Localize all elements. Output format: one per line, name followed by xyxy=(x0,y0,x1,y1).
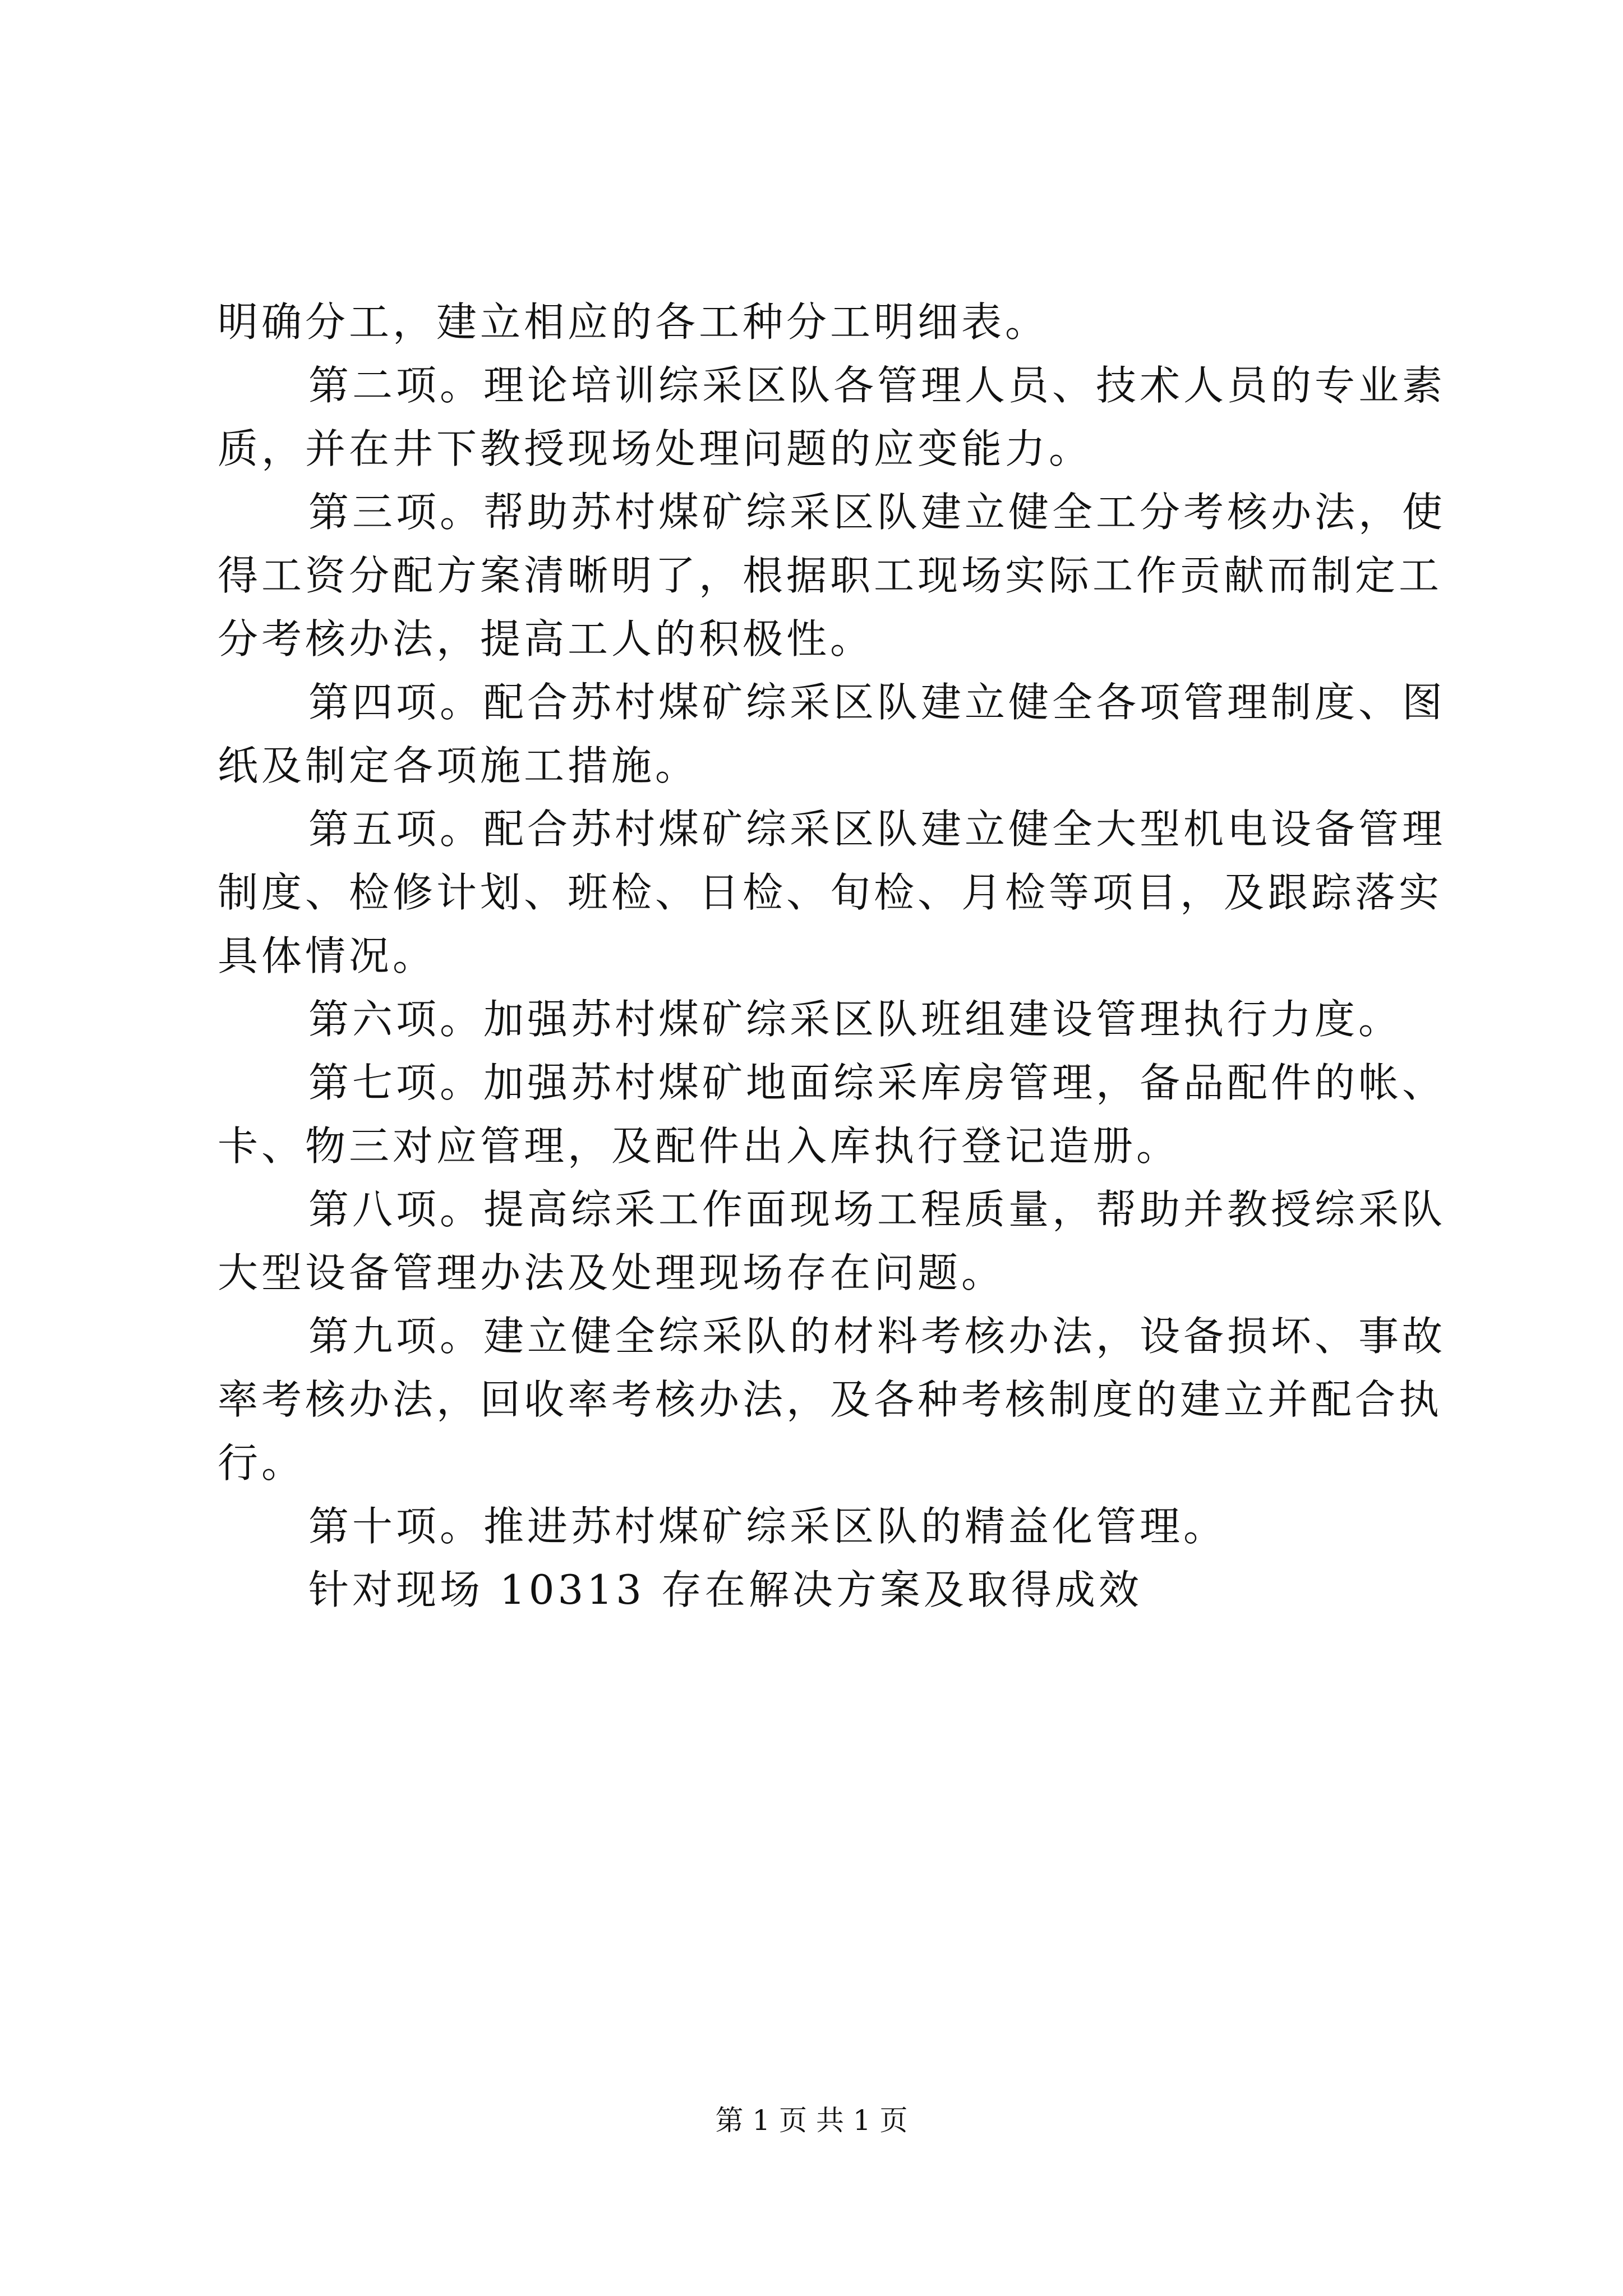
text-line: 针对现场 10313 存在解决方案及取得成效 xyxy=(308,1566,1142,1613)
text-line: 得工资分配方案清晰明了，根据职工现场实际工作贡献而制定工 xyxy=(218,552,1443,599)
text-line: 第三项。帮助苏村煤矿综采区队建立健全工分考核办法，使 xyxy=(308,489,1446,536)
text-line: 第五项。配合苏村煤矿综采区队建立健全大型机电设备管理 xyxy=(308,806,1446,853)
text-line: 行。 xyxy=(218,1439,306,1487)
text-line: 大型设备管理办法及处理现场存在问题。 xyxy=(218,1249,1006,1296)
text-line: 第十项。推进苏村煤矿综采区队的精益化管理。 xyxy=(308,1503,1228,1550)
text-line: 第六项。加强苏村煤矿综采区队班组建设管理执行力度。 xyxy=(308,996,1403,1043)
text-line: 率考核办法，回收率考核办法，及各种考核制度的建立并配合执 xyxy=(218,1376,1443,1423)
text-line: 第七项。加强苏村煤矿地面综采库房管理，备品配件的帐、 xyxy=(308,1059,1446,1106)
page-number-footer: 第 1 页 共 1 页 xyxy=(715,2104,908,2137)
text-line: 第四项。配合苏村煤矿综采区队建立健全各项管理制度、图 xyxy=(308,679,1446,726)
text-line: 纸及制定各项施工措施。 xyxy=(218,742,699,789)
text-line: 明确分工，建立相应的各工种分工明细表。 xyxy=(218,298,1049,346)
text-line: 制度、检修计划、班检、日检、旬检、月检等项目，及跟踪落实 xyxy=(218,869,1443,916)
text-line: 分考核办法，提高工人的积极性。 xyxy=(218,615,874,662)
text-line: 第九项。建立健全综采队的材料考核办法，设备损坏、事故 xyxy=(308,1313,1446,1360)
text-line: 具体情况。 xyxy=(218,932,437,979)
text-line: 第二项。理论培训综采区队各管理人员、技术人员的专业素 xyxy=(308,362,1446,409)
text-line: 质，并在井下教授现场处理问题的应变能力。 xyxy=(218,425,1093,472)
document-body xyxy=(218,291,1446,1622)
text-line: 第八项。提高综采工作面现场工程质量，帮助并教授综采队 xyxy=(308,1186,1446,1233)
text-line: 卡、物三对应管理，及配件出入库执行登记造册。 xyxy=(218,1122,1181,1170)
